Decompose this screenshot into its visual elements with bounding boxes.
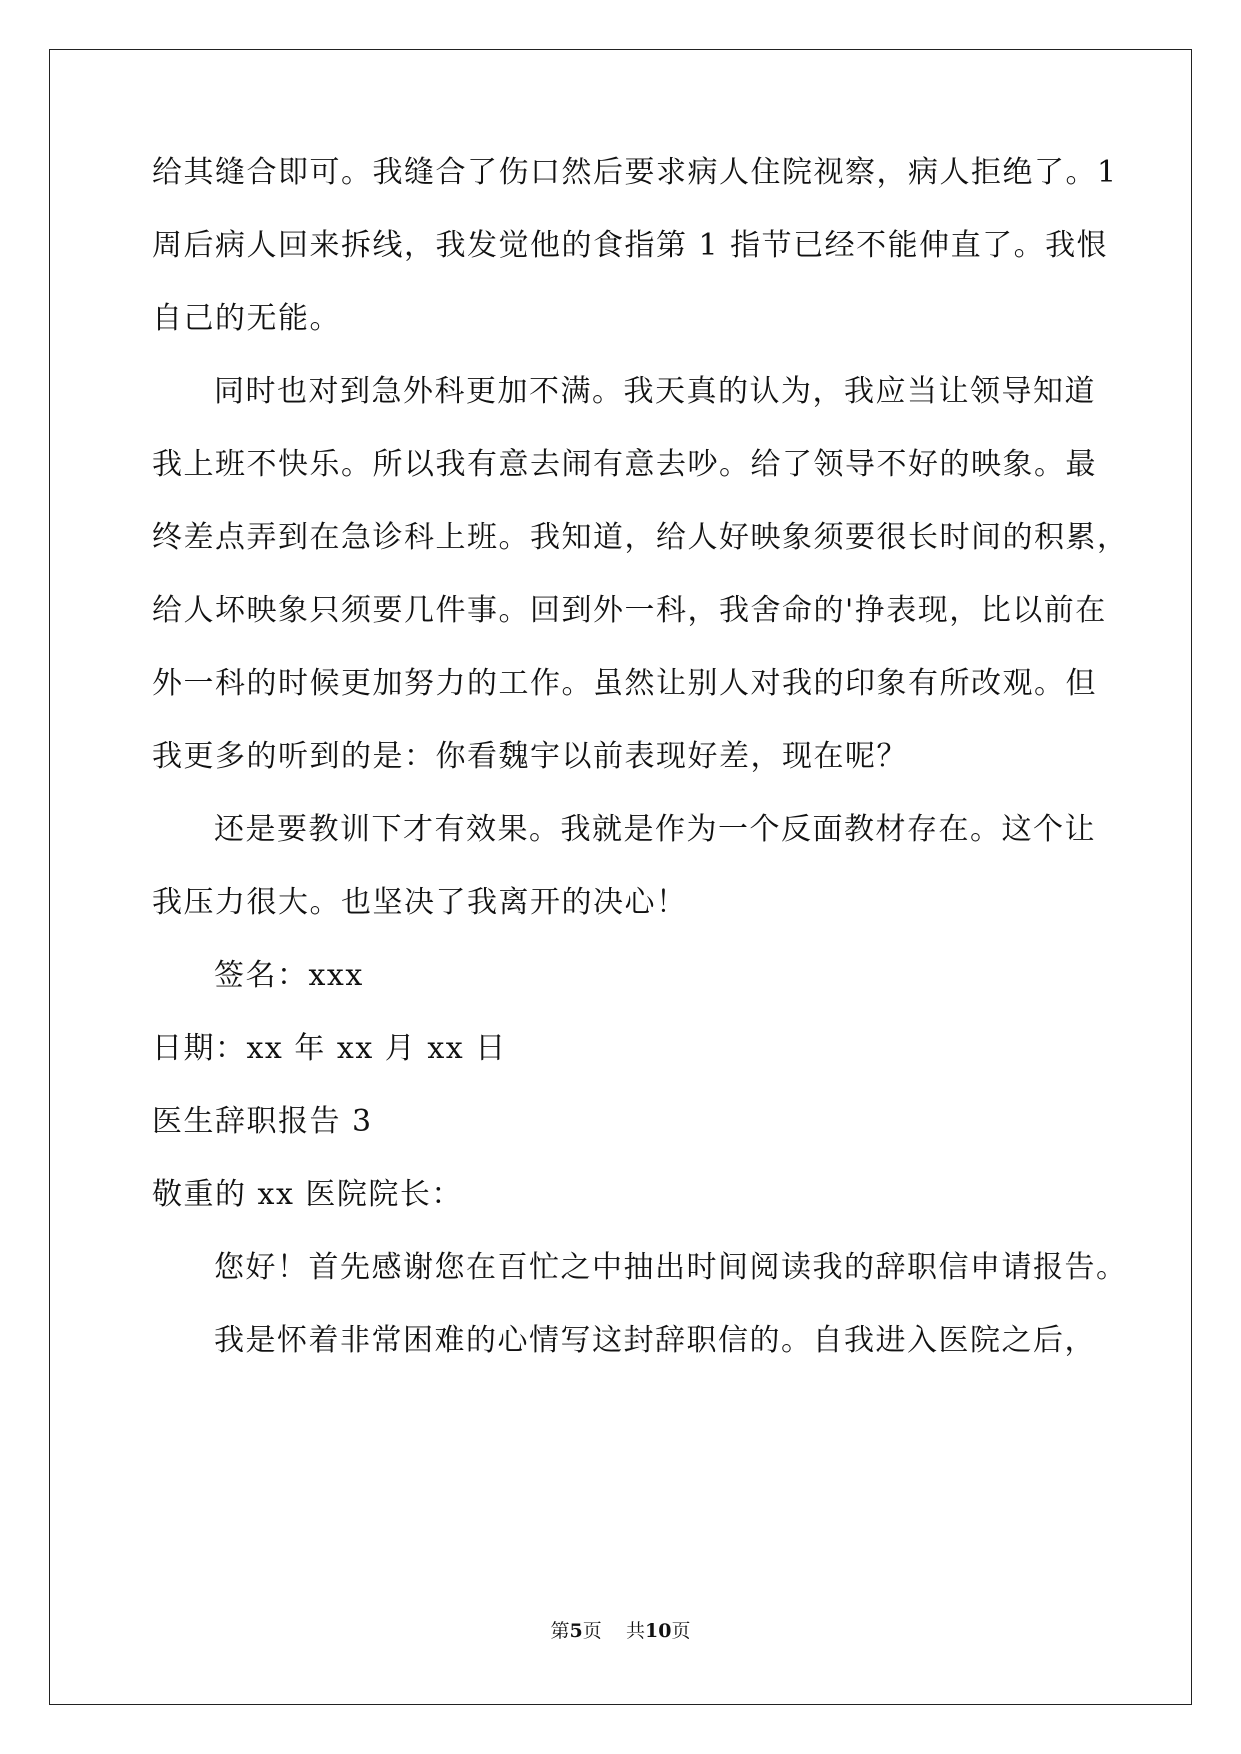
body-line: 我压力很大。也坚决了我离开的决心！	[152, 885, 688, 920]
date-line: 日期：xx 年 xx 月 xx 日	[152, 1031, 507, 1066]
body-line: 周后病人回来拆线，我发觉他的食指第 1 指节已经不能伸直了。我恨	[152, 228, 1109, 263]
body-line: 还是要教训下才有效果。我就是作为一个反面教材存在。这个让	[214, 812, 1096, 847]
total-prefix: 共	[625, 1620, 645, 1642]
body-line: 终差点弄到在急诊科上班。我知道，给人好映象须要很长时间的积累，	[152, 520, 1129, 555]
body-line: 同时也对到急外科更加不满。我天真的认为，我应当让领导知道	[214, 374, 1096, 409]
salutation: 敬重的 xx 医院院长：	[152, 1177, 463, 1212]
body-line: 您好！首先感谢您在百忙之中抽出时间阅读我的辞职信申请报告。	[214, 1250, 1128, 1285]
page-prefix: 第	[550, 1620, 570, 1642]
page-number: 5	[569, 1620, 583, 1642]
section-title: 医生辞职报告 3	[152, 1104, 373, 1139]
body-line: 我是怀着非常困难的心情写这封辞职信的。自我进入医院之后，	[214, 1323, 1096, 1358]
body-line: 我更多的听到的是：你看魏宇以前表现好差，现在呢？	[152, 739, 908, 774]
body-line: 自己的无能。	[152, 301, 341, 336]
page-total: 10	[644, 1620, 672, 1642]
page-footer	[0, 1619, 1241, 1643]
body-line: 给人坏映象只须要几件事。回到外一科，我舍命的'挣表现，比以前在	[152, 593, 1107, 628]
body-line: 外一科的时候更加努力的工作。虽然让别人对我的印象有所改观。但	[152, 666, 1097, 701]
body-line: 我上班不快乐。所以我有意去闹有意去吵。给了领导不好的映象。最	[152, 447, 1097, 482]
page-suffix: 页	[582, 1620, 602, 1642]
signature-line: 签名：xxx	[214, 958, 364, 993]
total-suffix: 页	[671, 1620, 691, 1642]
page-border	[49, 49, 1192, 1705]
body-line: 给其缝合即可。我缝合了伤口然后要求病人住院视察，病人拒绝了。1	[152, 155, 1118, 190]
